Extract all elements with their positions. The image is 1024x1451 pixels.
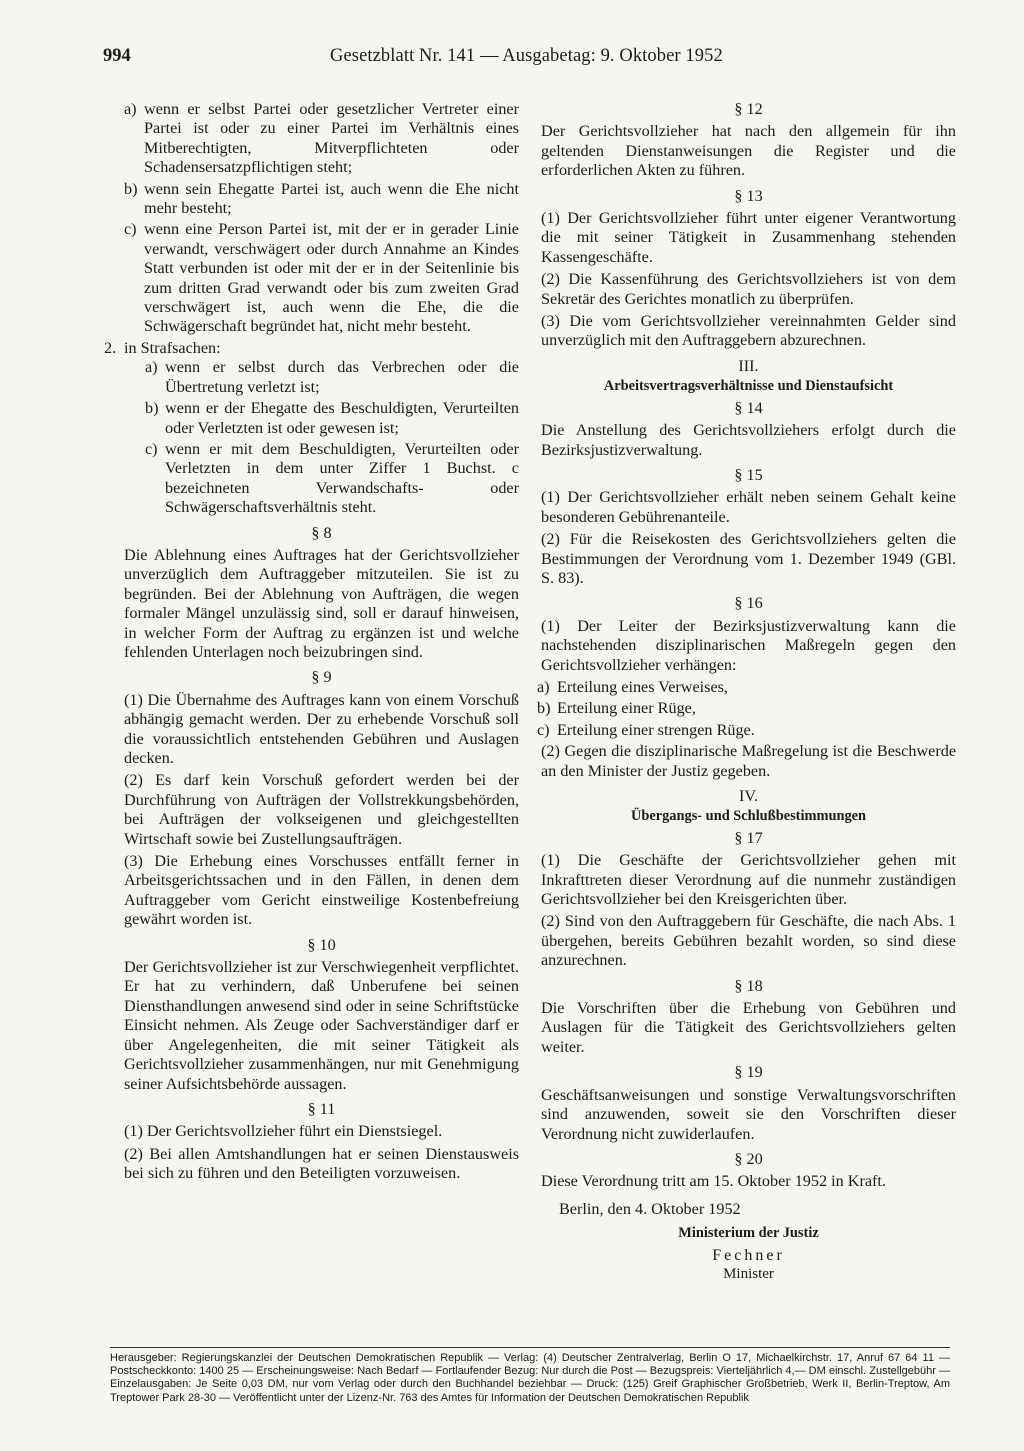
section-heading: § 10 xyxy=(307,935,336,954)
item-text: in Strafsachen: xyxy=(124,338,221,357)
paragraph: Der Gerichtsvollzieher ist zur Verschwiegenheit verpflichtet. Er hat zu verhindern, daß Unberufene bei seinen Diensthandlungen anwesend sind oder in seine Schriftstücke Einsicht nehmen. Als Zeuge oder Sachverständiger darf er über Angelegenheiten, die mit seiner Tätigkeit als Gerichtsvollzieher zusammenhängen, nur mit Genehmigung seiner Aufsichtsbehörde aussagen. xyxy=(124,958,519,1093)
left-column xyxy=(104,100,519,1187)
section-heading: § 19 xyxy=(734,1063,763,1082)
paragraph: Geschäftsanweisungen und sonstige Verwaltungsvorschriften sind anzuwenden, soweit sie den Vorschriften dieser Verordnung nicht zuwiderlaufen. xyxy=(541,1085,956,1143)
item-text: wenn er selbst durch das Verbrechen oder die Übertretung verletzt ist; xyxy=(165,358,519,396)
paragraph: (2) Sind von den Auftraggebern für Geschäfte, die nach Abs. 1 übergehen, bereits Gebühren bezahlt worden, so sind diese anzurechnen. xyxy=(541,912,956,970)
paragraph: (1) Der Gerichtsvollzieher erhält neben seinem Gehalt keine besonderen Gebührenanteile. xyxy=(541,488,956,526)
item-text: wenn er selbst Partei oder gesetzlicher Vertreter einer Partei ist oder zu einer Partei im Verhältnis eines Mitberechtigten, Mitverpflichteten oder Schadensersatzpflichtigen steht; xyxy=(144,100,519,177)
section-heading: § 16 xyxy=(734,594,763,613)
paragraph: (2) Bei allen Amtshandlungen hat er seinen Dienstausweis bei sich zu führen und den Beteiligten vorzuweisen. xyxy=(124,1144,519,1183)
signer-name: Fechner xyxy=(712,1246,785,1264)
item-text: wenn sein Ehegatte Partei ist, auch wenn die Ehe nicht mehr besteht; xyxy=(144,179,519,218)
item-number: 2. xyxy=(104,338,117,357)
section-heading: § 17 xyxy=(734,828,763,847)
section-heading: § 13 xyxy=(734,186,763,205)
list-item xyxy=(145,358,519,397)
section-heading: § 12 xyxy=(734,100,763,118)
paragraph: (1) Die Übernahme des Auftrages kann von einem Vorschuß abhängig gemacht werden. Der zu erhebende Vorschuß soll die voraussichtlich entstehenden Gebühren und Auslagen decken. xyxy=(124,690,519,767)
item-label: a) xyxy=(145,358,158,377)
item-text: wenn er der Ehegatte des Beschuldigten, Verurteilten oder Verletzten ist oder gewesen ist; xyxy=(165,399,519,437)
paragraph: (1) Der Leiter der Bezirksjustizverwaltung kann die nachstehenden disziplinarischen Maßregeln gegen den Gerichtsvollzieher verhängen: xyxy=(541,616,956,674)
item-label: b) xyxy=(537,699,551,718)
item-label: c) xyxy=(537,720,550,739)
paragraph: (1) Der Gerichtsvollzieher führt ein Dienstsiegel. xyxy=(124,1122,443,1141)
page-number: 994 xyxy=(103,46,131,66)
paragraph: (1) Die Geschäfte der Gerichtsvollzieher gehen mit Inkrafttreten dieser Verordnung auf die nunmehr zuständigen Gerichtsvollzieher bei den Kreisgerichten über. xyxy=(541,851,956,909)
item-text: Erteilung einer strengen Rüge. xyxy=(557,720,755,739)
paragraph: (3) Die vom Gerichtsvollzieher vereinnahmten Gelder sind unverzüglich mit den Auftraggebern abzurechnen. xyxy=(541,312,956,350)
part-number: III. xyxy=(738,356,759,375)
section-heading: § 9 xyxy=(311,668,332,687)
part-heading: Arbeitsvertragsverhältnisse und Dienstaufsicht xyxy=(603,378,894,395)
paragraph: Die Vorschriften über die Erhebung von Gebühren und Auslagen für die Tätigkeit des Gerichtsvollziehers gelten weiter. xyxy=(541,999,956,1056)
section-heading: § 18 xyxy=(734,976,763,995)
section-heading: § 15 xyxy=(734,465,763,484)
list-item xyxy=(124,180,519,219)
list-item xyxy=(124,220,519,336)
list-item xyxy=(537,699,956,718)
page-header xyxy=(103,44,765,72)
paragraph: (1) Der Gerichtsvollzieher führt unter eigener Verantwortung die mit seiner Tätigkeit in Zusammenhang stehenden Kassengeschäfte. xyxy=(541,209,956,266)
numbered-item xyxy=(104,339,519,358)
item-label: b) xyxy=(124,179,138,198)
item-label: b) xyxy=(145,399,159,418)
publisher-footer: Herausgeber: Regierungskanzlei der Deutschen Demokratischen Republik — Verlag: (4) Deutscher Zentralverlag, Berlin O 17, Michaelkirchstr. 17, Anruf 67 64 11 — Postscheckkonto: 1400 25 — Erscheinungsweise: Nach Bedarf — Fortlaufender Bezug: Nur durch die Post — Bezugspreis: Vierteljährlich 4,— DM einschl. Zustellgebühr — Einzelausgaben: Je Seite 0,03 DM, nur vom Verlag oder durch den Buchhandel beziehbar — Druck: (125) Greif Graphischer Großbetrieb, Werk II, Berlin-Treptow, Am Treptower Park 28-30 — Veröffentlicht unter der Lizenz-Nr. 763 des Amtes für Information der Deutschen Demokratischen Republik xyxy=(110,1347,950,1405)
place-date: Berlin, den 4. Oktober 1952 xyxy=(559,1199,741,1218)
item-label: a) xyxy=(124,100,137,118)
paragraph: Die Ablehnung eines Auftrages hat der Gerichtsvollzieher unverzüglich dem Auftraggeber mitzuteilen. Sie ist zu begründen. Bei der Ablehnung von Aufträgen, die wegen formaler Mängel unzulässig sind, soll er darauf hinweisen, in welcher Form der Auftrag zu ergänzen ist und welche fehlenden Unterlagen noch beizubringen sind. xyxy=(124,545,519,661)
section-heading: § 8 xyxy=(311,523,332,542)
paragraph: Der Gerichtsvollzieher hat nach den allgemein für ihn geltenden Dienstanweisungen die Register und die erforderlichen Akten zu führen. xyxy=(541,122,956,180)
paragraph: Die Anstellung des Gerichtsvollziehers erfolgt durch die Bezirksjustizverwaltung. xyxy=(541,421,956,459)
list-item xyxy=(537,678,956,697)
gazette-title: Gesetzblatt Nr. 141 — Ausgabetag: 9. Oktober 1952 xyxy=(330,46,723,66)
part-number: IV. xyxy=(738,787,759,805)
section-heading: § 14 xyxy=(734,398,763,417)
item-text: wenn er mit dem Beschuldigten, Verurteilten oder Verletzten in dem unter Ziffer 1 Buchst. c bezeichneten Verwandschafts- oder Schwägerschaftsverhältnis steht. xyxy=(165,439,519,517)
part-heading: Übergangs- und Schlußbestimmungen xyxy=(630,808,867,825)
item-text: Erteilung eines Verweises, xyxy=(557,677,728,696)
list-item xyxy=(145,440,519,518)
right-column xyxy=(537,100,956,1284)
paragraph: (2) Es darf kein Vorschuß gefordert werden bei der Durchführung von Aufträgen der Vollstrekkungsbehörden, bei Aufträgen der volkseigenen und gleichgestellten Wirtschaft sowie bei Zustellungsaufträgen. xyxy=(124,771,519,848)
paragraph: (2) Die Kassenführung des Gerichtsvollziehers ist von dem Sekretär des Gerichtes monatlich zu überprüfen. xyxy=(541,270,956,308)
item-text: Erteilung einer Rüge, xyxy=(557,699,696,718)
paragraph: (2) Für die Reisekosten des Gerichtsvollziehers gelten die Bestimmungen der Verordnung vom 1. Dezember 1949 (GBl. S. 83). xyxy=(541,530,956,587)
list-item xyxy=(537,721,956,740)
section-heading: § 11 xyxy=(307,1099,336,1118)
item-label: a) xyxy=(537,677,550,696)
paragraph: (3) Die Erhebung eines Vorschusses entfällt ferner in Arbeitsgerichtssachen und in den Fällen, in denen dem Auftraggeber vom Gericht einstweilige Kostenbefreiung gewährt worden ist. xyxy=(124,852,519,929)
list-item xyxy=(145,399,519,438)
ministry-name: Ministerium der Justiz xyxy=(678,1225,819,1242)
paragraph: (2) Gegen die disziplinarische Maßregelung ist die Beschwerde an den Minister der Justiz gegeben. xyxy=(541,742,956,780)
paragraph: Diese Verordnung tritt am 15. Oktober 1952 in Kraft. xyxy=(541,1172,886,1191)
section-heading: § 20 xyxy=(734,1149,763,1168)
item-text: wenn eine Person Partei ist, mit der er in gerader Linie verwandt, verschwägert oder durch Annahme an Kindes Statt verbunden ist oder mit der er in der Seitenlinie bis zum dritten Grad verwandt oder bis zum zweiten Grad verschwägert ist, auch wenn die Ehe, die die Schwägerschaft begründet hat, nicht mehr besteht. xyxy=(144,220,519,336)
item-label: c) xyxy=(124,220,137,239)
list-item xyxy=(124,100,519,178)
signer-title: Minister xyxy=(723,1265,774,1282)
item-label: c) xyxy=(145,439,158,458)
